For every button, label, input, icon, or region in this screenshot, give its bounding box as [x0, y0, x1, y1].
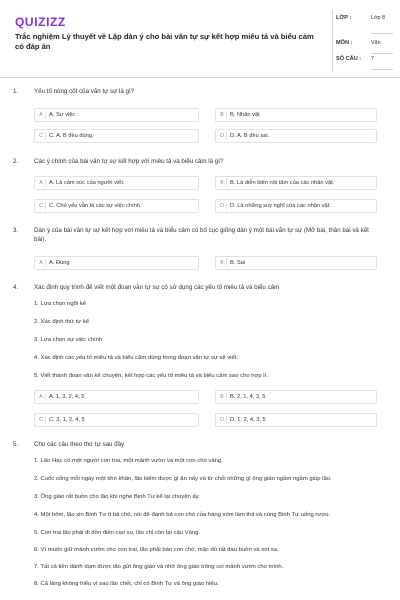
- option-key: D: [218, 132, 227, 140]
- option-key: B: [218, 179, 227, 187]
- quizizz-logo: QUIZIZZ: [15, 15, 66, 29]
- option-text: A. Sự việc: [49, 112, 76, 118]
- option-key: A: [37, 393, 46, 401]
- option-c[interactable]: [34, 129, 199, 143]
- option-text: B. 2, 1, 4, 3, 5: [230, 394, 266, 400]
- option-d[interactable]: [215, 199, 377, 213]
- meta-subject-value: Văn: [371, 40, 393, 54]
- question-statement: 7. Tất cả tiền dành dụm được lão gửi ông giáo và nhờ ông giáo trông coi mảnh vườn cho mình.: [34, 564, 284, 570]
- option-key: B: [218, 259, 227, 267]
- option-b[interactable]: [215, 256, 377, 270]
- option-d[interactable]: [215, 413, 377, 427]
- option-d[interactable]: [215, 129, 377, 143]
- meta-divider: [332, 10, 333, 72]
- option-text: B. Nhân vật: [230, 112, 260, 118]
- question-number: 4.: [13, 284, 19, 291]
- question-number: 2.: [13, 158, 19, 165]
- question-statement: 6. Vì muốn giữ mảnh vườn cho con trai, lão phải bán con chó, mặc dù rất đau buồn và xót xa.: [34, 547, 279, 553]
- option-key: D: [218, 202, 227, 210]
- option-text: D. 1, 2, 4, 3, 5: [230, 417, 266, 423]
- question-text: Xác định quy trình để viết một đoạn văn tự sự có sử dụng các yếu tố miêu tả và biểu cảm: [34, 284, 280, 291]
- meta-question-count-value: 7: [371, 56, 393, 70]
- option-text: D. Là những suy nghĩ của các nhân vật.: [230, 203, 331, 209]
- option-c[interactable]: [34, 199, 199, 213]
- worksheet-title: Trắc nghiệm Lý thuyết về Lập dàn ý cho bài văn tự sự kết hợp miêu tả và biểu cảm có đáp án: [15, 32, 314, 51]
- worksheet-header: [0, 0, 400, 78]
- question-text: Cho các câu theo thứ tự sau đây: [34, 441, 125, 448]
- option-key: D: [218, 416, 227, 424]
- question-statement: 3. Ông giáo rất buồn cho lão khi nghe Binh Tư kể lại chuyện ấy.: [34, 494, 200, 500]
- option-text: C. Chủ yếu vẫn là các sự việc chính.: [49, 203, 142, 209]
- question-step: 1. Lựa chọn ngôi kể: [34, 301, 87, 307]
- option-key: B: [218, 393, 227, 401]
- meta-class-label: LỚP :: [336, 15, 352, 21]
- question-text: Yếu tố nòng cốt của văn tự sự là gì?: [34, 88, 135, 95]
- option-a[interactable]: [34, 390, 199, 404]
- option-text: C. 3, 1, 2, 4, 5: [49, 417, 85, 423]
- question-number: 3.: [13, 227, 19, 234]
- option-b[interactable]: [215, 390, 377, 404]
- question-text: Dàn ý của bài văn tự sự kết hợp với miêu tả và biểu cảm có bố cục giống dàn ý một bài văn tự sự (Mở bài, thân bài và kết bài).: [34, 227, 369, 243]
- question-number: 5.: [13, 441, 19, 448]
- question-statement: 1. Lão Hạc có một người con trai, một mảnh vườn và một con chó vàng.: [34, 458, 223, 464]
- question-number: 1.: [13, 88, 19, 95]
- option-key: C: [37, 416, 46, 424]
- option-text: D. A, B đều sai.: [230, 133, 270, 139]
- option-key: B: [218, 111, 227, 119]
- option-key: A: [37, 111, 46, 119]
- option-text: A. Đúng: [49, 260, 70, 266]
- option-a[interactable]: [34, 108, 199, 122]
- question-statement: 2. Cuốc sống mỗi ngày một khó khăn, lão kiếm được gì ăn nấy và từ chối những gì ông giáo ngầm ngầm giúp lão.: [34, 476, 332, 482]
- question-step: 4. Xác định các yếu tố miêu tả và biểu cảm dùng trong đoạn văn tự sự sẽ viết.: [34, 355, 239, 361]
- option-text: B. Là diễn biến nội tâm của các nhân vật.: [230, 180, 335, 186]
- option-b[interactable]: [215, 176, 377, 190]
- question-statement: 8. Cả làng không hiểu vì sao lão chết, chỉ có Binh Tư và ông giáo hiểu.: [34, 581, 219, 587]
- option-text: A. 1, 3, 2, 4, 5: [49, 394, 85, 400]
- option-key: A: [37, 179, 46, 187]
- question-statement: 4. Một hôm, lão xin Binh Tư ít bả chó, nói để đánh bả con chó của hàng xóm làm thịt và cùng Binh Tư uống rượu.: [34, 512, 331, 518]
- meta-class-value: Lớp 8: [371, 15, 393, 34]
- option-a[interactable]: [34, 176, 199, 190]
- option-text: A. Là cảm xúc của người viết.: [49, 180, 125, 186]
- meta-subject-label: MÔN :: [336, 40, 353, 46]
- question-text: Các ý chính của bài văn tự sự kết hợp với miêu tả và biểu cảm là gì?: [34, 158, 224, 165]
- option-key: C: [37, 202, 46, 210]
- option-key: A: [37, 259, 46, 267]
- option-text: C. A, B đều đúng.: [49, 133, 94, 139]
- option-b[interactable]: [215, 108, 377, 122]
- meta-question-count-label: SỐ CÂU :: [336, 56, 362, 62]
- question-step: 2. Xác định thứ tự kể: [34, 319, 90, 325]
- option-a[interactable]: [34, 256, 199, 270]
- question-step: 3. Lựa chọn sự việc chính: [34, 337, 103, 343]
- question-step: 5. Viết thành đoạn văn kể chuyện, kết hợp các yếu tố miêu tả và biểu cảm sao cho hợp lí.: [34, 373, 268, 379]
- option-c[interactable]: [34, 413, 199, 427]
- question-statement: 5. Con trai lão phải đi đồn điền cao su, lão chỉ còn lại cậu Vàng.: [34, 530, 201, 536]
- option-text: B. Sai: [230, 260, 246, 266]
- option-key: C: [37, 132, 46, 140]
